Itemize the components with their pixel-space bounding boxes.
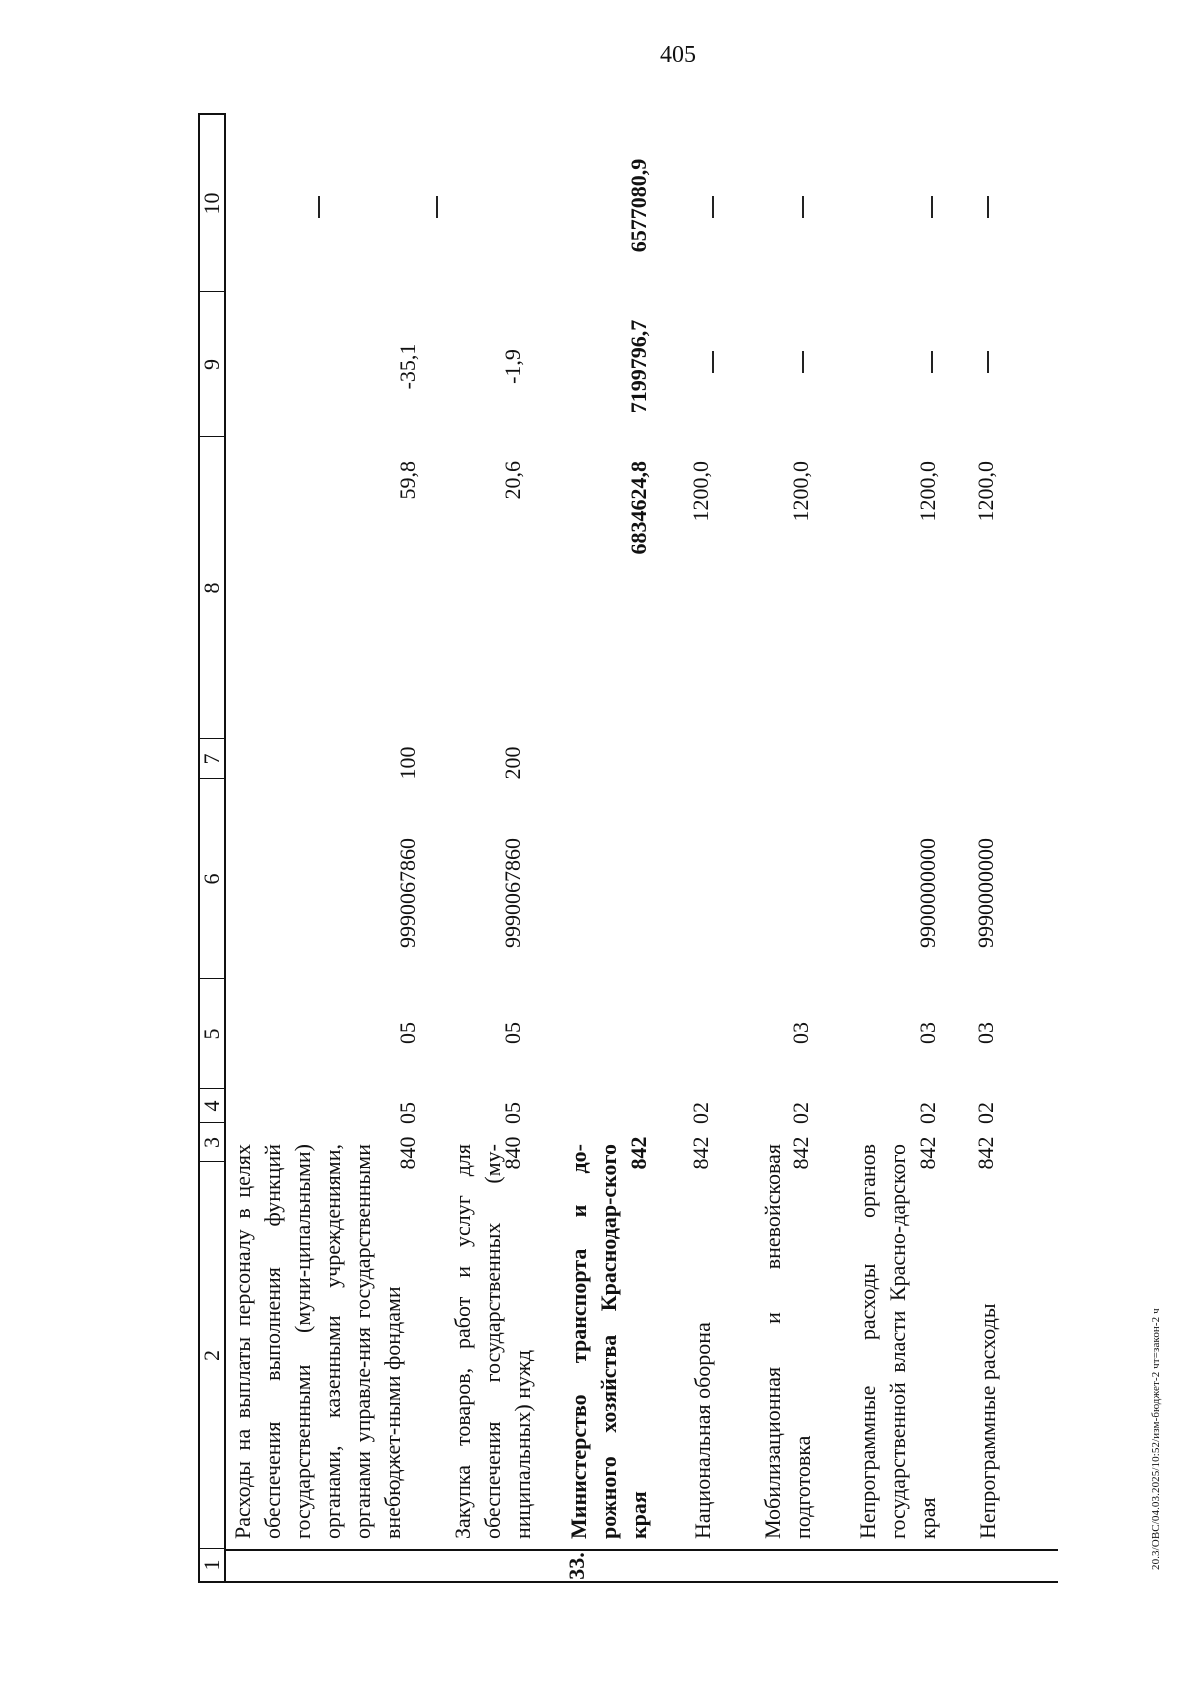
row-name: Мобилизационная и вневойсковая подготовка — [760, 1144, 815, 1539]
header-col-10: 10 — [199, 192, 224, 215]
dash-col-10 — [802, 196, 804, 218]
cell-col-3: 842 — [688, 1136, 713, 1170]
row-name: Непрограммные расходы органов государственной власти Красно-дарского края — [855, 1144, 940, 1539]
header-col-1: 1 — [200, 1548, 224, 1581]
header-col-8: 8 — [200, 436, 224, 739]
budget-table — [198, 113, 1058, 1583]
cell-col-3: 840 — [500, 1136, 525, 1170]
header-col-2: 2 — [200, 1161, 224, 1549]
cell-col-5: 05 — [395, 1022, 420, 1044]
cell-col-5: 05 — [500, 1022, 525, 1044]
cell-col-3: 842 — [915, 1136, 940, 1170]
table-header-row — [198, 113, 226, 1583]
header-col-5: 5 — [200, 978, 224, 1089]
dash-col-10 — [712, 196, 714, 218]
header-col-6: 6 — [200, 778, 224, 979]
cell-col-9: -35,1 — [395, 343, 420, 390]
page-number: 405 — [660, 42, 696, 68]
cell-col-8: 6834624,8 — [626, 461, 651, 555]
cell-col-6: 9900000000 — [915, 838, 940, 948]
document-footer-code: 20.3/ОВС/04.03.2025/10:52/изм-бюджет-2 чт=закон-2 ч — [1150, 1308, 1162, 1570]
dash-col-10 — [987, 196, 989, 218]
cell-col-3: 842 — [788, 1136, 813, 1170]
cell-col-8: 20,6 — [500, 461, 525, 500]
row-number: 33. — [564, 1552, 589, 1580]
cell-col-7: 100 — [395, 746, 420, 780]
header-col-7: 7 — [200, 738, 224, 779]
cell-col-9: -1,9 — [500, 349, 525, 384]
cell-col-4: 02 — [688, 1102, 713, 1124]
cell-col-3: 842 — [973, 1136, 998, 1170]
dash-col-9 — [802, 351, 804, 373]
cell-col-5: 03 — [973, 1022, 998, 1044]
cell-col-4: 02 — [788, 1102, 813, 1124]
cell-col-6: 9990067860 — [500, 838, 525, 948]
cell-col-3: 840 — [395, 1136, 420, 1170]
dash-col-9 — [987, 351, 989, 373]
dash-col-10 — [931, 196, 933, 218]
dash-col-10 — [318, 196, 320, 218]
dash-col-9 — [712, 351, 714, 373]
cell-col-6: 9990000000 — [973, 838, 998, 948]
cell-col-8: 1200,0 — [973, 461, 998, 522]
cell-col-4: 05 — [500, 1102, 525, 1124]
cell-col-4: 02 — [973, 1102, 998, 1124]
left-column-border — [226, 1549, 1058, 1583]
cell-col-8: 1200,0 — [688, 461, 713, 522]
cell-col-8: 1200,0 — [788, 461, 813, 522]
row-name: Расходы на выплаты персоналу в целях обеспечения выполнения функций государственными (муни-ципальными) органами, казенными учреждениями, органами управле-ния государственными внебюджет-ными фондами — [230, 1144, 405, 1539]
header-col-3: 3 — [200, 1122, 224, 1162]
cell-col-7: 200 — [500, 746, 525, 780]
row-name: Закупка товаров, работ и услуг для обеспечения государственных (му-ниципальных) нужд — [450, 1144, 535, 1539]
cell-col-6: 9990067860 — [395, 838, 420, 948]
dash-col-10 — [436, 196, 438, 218]
row-name: Непрограммные расходы — [975, 1303, 1000, 1539]
cell-col-3: 842 — [626, 1136, 651, 1170]
cell-col-10: 6577080,9 — [626, 158, 651, 253]
dash-col-9 — [931, 351, 933, 373]
cell-col-4: 02 — [915, 1102, 940, 1124]
cell-col-5: 03 — [915, 1022, 940, 1044]
cell-col-4: 05 — [395, 1102, 420, 1124]
row-name: Национальная оборона — [690, 1322, 715, 1539]
cell-col-8: 59,8 — [395, 461, 420, 500]
row-name: Министерство транспорта и до-рожного хозяйства Краснодар-ского края — [566, 1144, 651, 1539]
cell-col-8: 1200,0 — [915, 461, 940, 522]
cell-col-5: 03 — [788, 1022, 813, 1044]
cell-col-9: 7199796,7 — [626, 319, 651, 414]
header-col-9: 9 — [200, 291, 224, 437]
header-col-4: 4 — [200, 1088, 224, 1123]
